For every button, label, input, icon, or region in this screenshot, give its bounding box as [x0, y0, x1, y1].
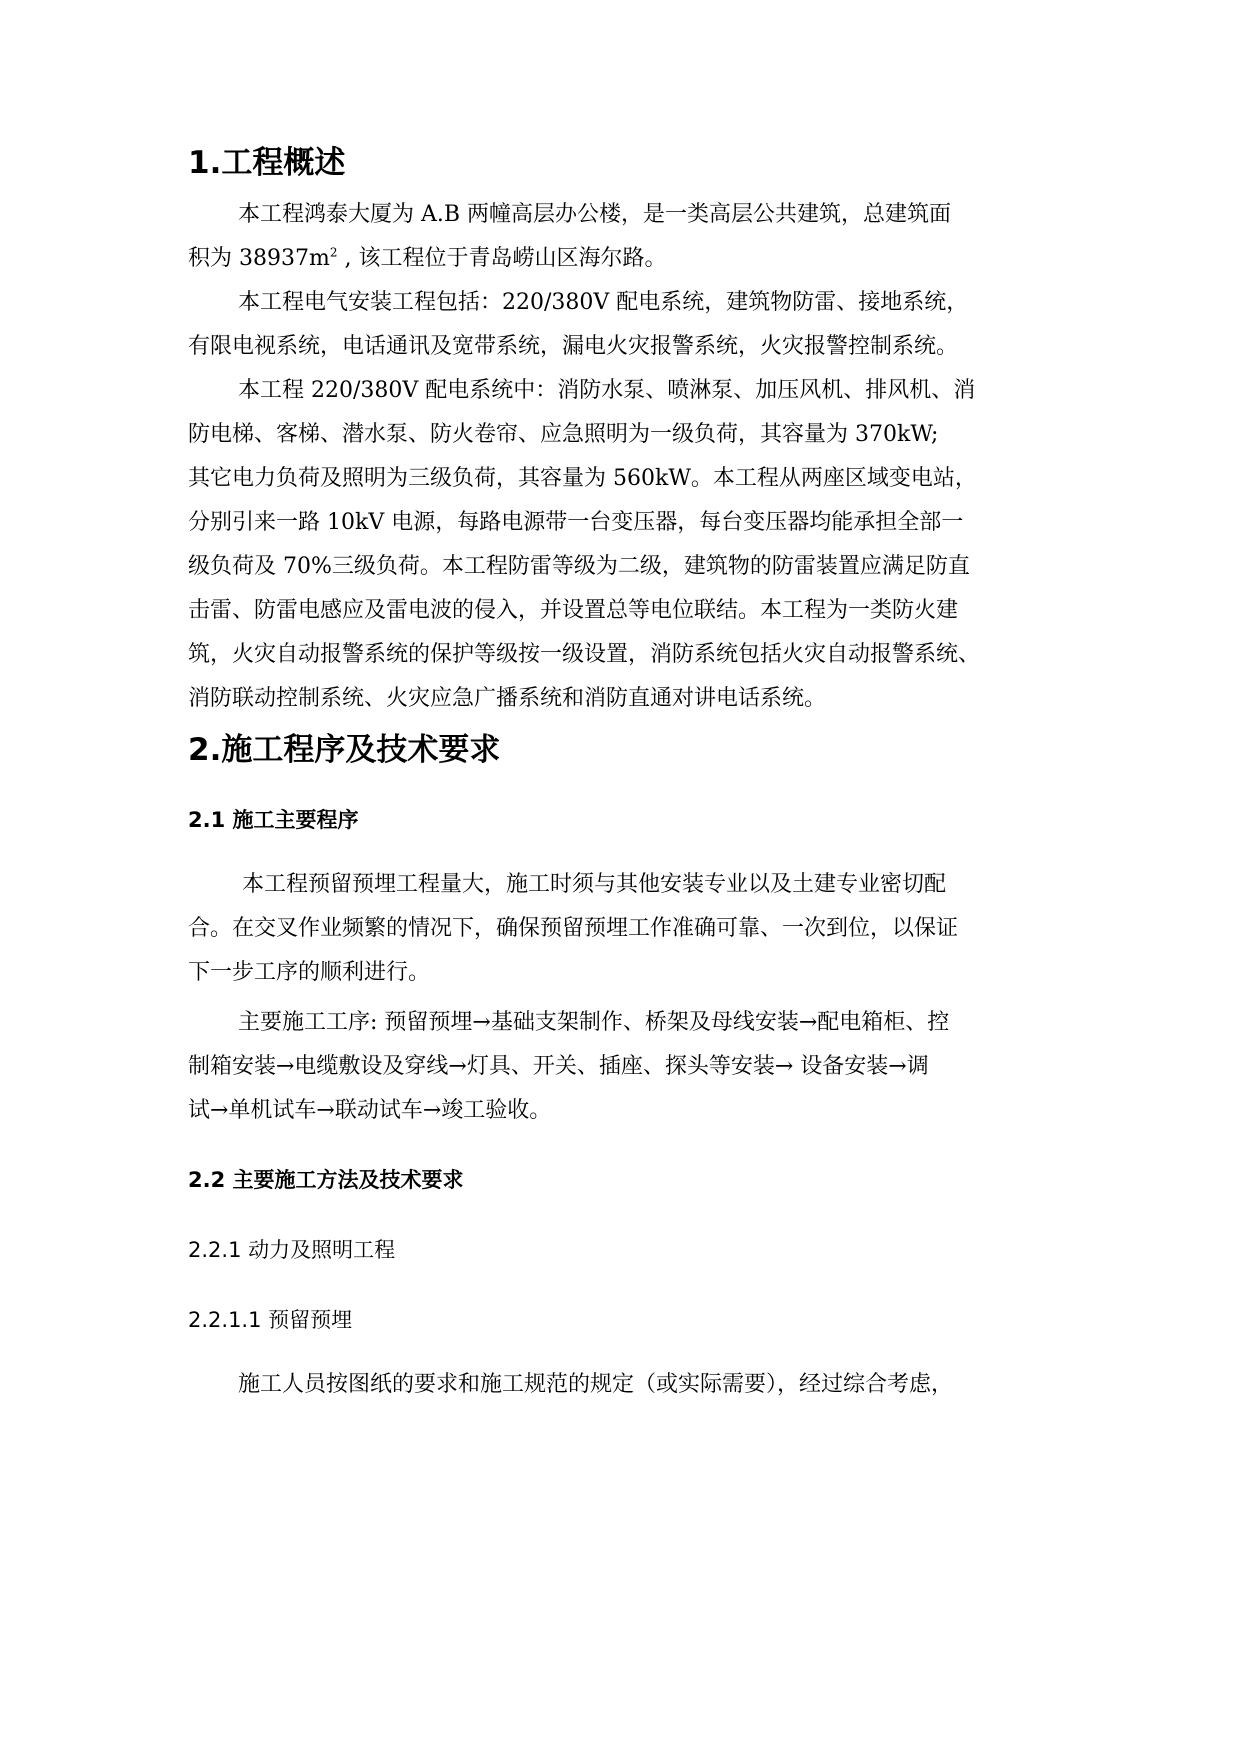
section-2-2-1-1-heading: 2.2.1.1 预留预埋: [188, 1308, 353, 1332]
paragraph-line: 筑，火灾自动报警系统的保护等级按一级设置，消防系统包括火灾自动报警系统、: [188, 642, 981, 667]
paragraph-line: 分别引来一路 10kV 电源，每路电源带一台变压器，每台变压器均能承担全部一: [188, 510, 964, 535]
section-2-heading: 2.施工程序及技术要求: [188, 732, 501, 768]
paragraph-line: 本工程电气安装工程包括：220/380V 配电系统，建筑物防雷、接地系统，: [238, 290, 969, 315]
paragraph-line: [188, 244, 1054, 274]
area-text-tail: , 该工程位于青岛崂山区海尔路。: [337, 246, 667, 271]
paragraph-line: 消防联动控制系统、火灾应急广播系统和消防直通对讲电话系统。: [188, 686, 827, 711]
paragraph-line: 试→单机试车→联动试车→竣工验收。: [188, 1098, 552, 1123]
paragraph-line: 级负荷及 70%三级负荷。本工程防雷等级为二级，建筑物的防雷装置应满足防直: [188, 554, 970, 579]
paragraph-line: 本工程预留预埋工程量大，施工时须与其他安装专业以及土建专业密切配: [242, 872, 947, 897]
section-2-1-heading: 2.1 施工主要程序: [188, 808, 359, 832]
section-1-heading: 1.工程概述: [188, 145, 346, 181]
paragraph-line: 主要施工工序: 预留预埋→基础支架制作、桥架及母线安装→配电箱柜、控: [238, 1010, 950, 1035]
paragraph-line: 合。在交叉作业频繁的情况下，确保预留预埋工作准确可靠、一次到位，以保证: [188, 916, 959, 941]
section-2-2-1-heading: 2.2.1 动力及照明工程: [188, 1238, 396, 1262]
paragraph-line: 本工程鸿泰大厦为 A.B 两幢高层办公楼，是一类高层公共建筑，总建筑面: [238, 202, 952, 227]
paragraph-line: 施工人员按图纸的要求和施工规范的规定（或实际需要），经过综合考虑，: [238, 1372, 954, 1397]
paragraph-line: 下一步工序的顺利进行。: [188, 960, 431, 985]
superscript: 2: [329, 245, 338, 260]
paragraph-line: 有限电视系统，电话通讯及宽带系统，漏电火灾报警系统，火灾报警控制系统。: [188, 334, 959, 359]
paragraph-line: 其它电力负荷及照明为三级负荷，其容量为 560kW。本工程从两座区域变电站，: [188, 466, 977, 491]
paragraph-line: 防电梯、客梯、潜水泵、防火卷帘、应急照明为一级负荷，其容量为 370kW;: [188, 422, 939, 447]
paragraph-line: 本工程 220/380V 配电系统中：消防水泵、喷淋泵、加压风机、排风机、消: [238, 378, 976, 403]
area-text: 积为 38937m: [188, 246, 330, 271]
paragraph-line: 击雷、防雷电感应及雷电波的侵入，并设置总等电位联结。本工程为一类防火建: [188, 598, 959, 623]
paragraph-line: 制箱安装→电缆敷设及穿线→灯具、开关、插座、探头等安装→ 设备安装→调: [188, 1054, 929, 1079]
section-2-2-heading: 2.2 主要施工方法及技术要求: [188, 1168, 464, 1192]
